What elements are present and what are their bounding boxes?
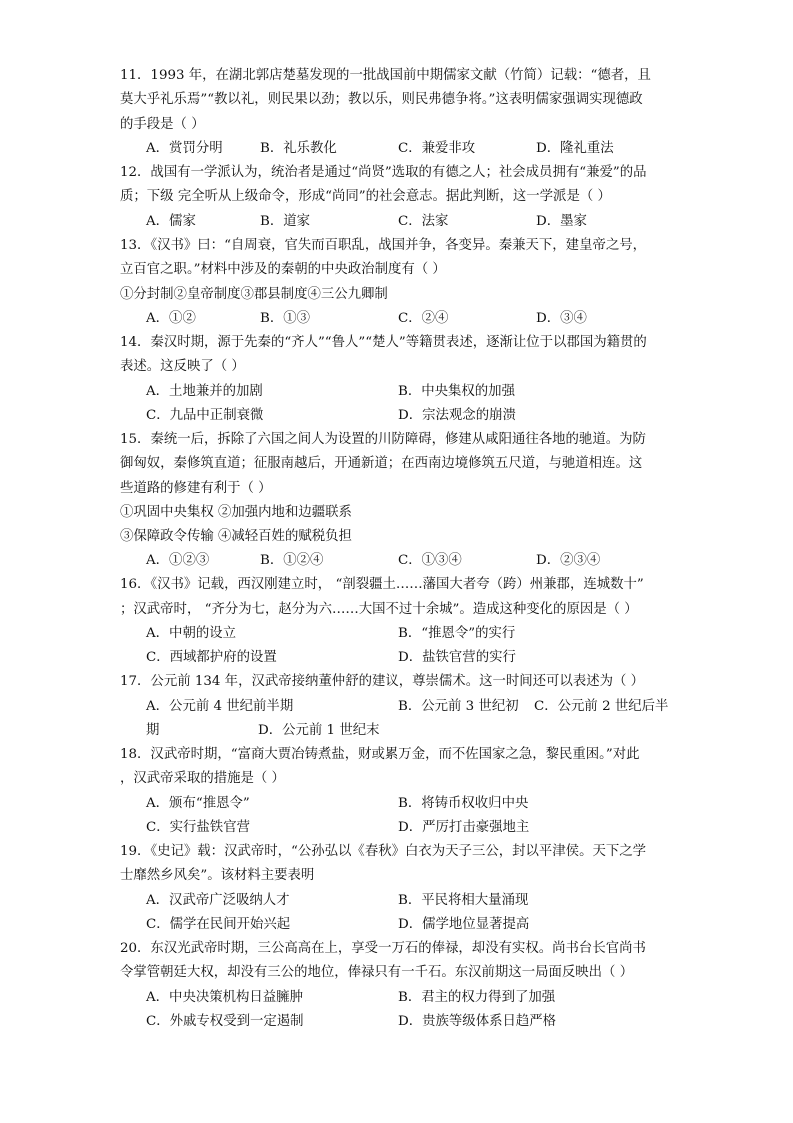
q17-line-1: 17．公元前 134 年，汉武帝接纳董仲舒的建议，尊崇儒术。这一时间还可以表述为（ ）	[120, 674, 645, 689]
q16-option-c[interactable]: C．西域都护府的设置	[146, 650, 277, 665]
q12-line-2: 质；下级 完全听从上级命令，形成“尚同”的社会意志。据此判断，这一学派是（ ）	[120, 189, 611, 204]
q11-line-1: 11．1993 年，在湖北郭店楚墓发现的一批战国前中期儒家文献（竹简）记载：“德者，且	[120, 68, 651, 83]
q17-option-a[interactable]: A．公元前 4 世纪前半期	[146, 699, 294, 714]
q19-option-d[interactable]: D．儒学地位显著提高	[398, 917, 530, 932]
q15-line-1: 15．秦统一后，拆除了六国之间人为设置的川防障碍，修建从咸阳通往各地的驰道。为防	[120, 432, 646, 447]
q19-option-c[interactable]: C．儒学在民间开始兴起	[146, 917, 291, 932]
q14-option-a[interactable]: A．土地兼并的加剧	[146, 384, 263, 399]
q13-line-3: ①分封制②皇帝制度③郡县制度④三公九卿制	[120, 287, 388, 302]
q13-option-b[interactable]: B．①③	[260, 311, 311, 326]
q11-line-2: 莫大乎礼乐焉”“教以礼，则民果以劲；教以乐，则民弗德争将。”这表明儒家强调实现德政	[120, 92, 643, 107]
q17-option-c-wrap: 期	[146, 723, 160, 738]
q11-line-3: 的手段是（ ）	[120, 117, 205, 132]
q19-line-2: 士靡然乡风矣”。该材料主要表明	[120, 868, 315, 883]
q20-option-c[interactable]: C．外戚专权受到一定遏制	[146, 1014, 304, 1029]
q15-option-d[interactable]: D．②③④	[536, 553, 601, 568]
q17-option-b[interactable]: B．公元前 3 世纪初	[398, 699, 519, 714]
q14-option-d[interactable]: D．宗法观念的崩溃	[398, 408, 516, 423]
q11-option-b[interactable]: B．礼乐教化	[260, 141, 337, 156]
q16-option-d[interactable]: D．盐铁官营的实行	[398, 650, 516, 665]
q15-line-4: ①巩固中央集权 ②加强内地和边疆联系	[120, 505, 352, 520]
q12-option-a[interactable]: A．儒家	[146, 214, 196, 229]
q15-option-c[interactable]: C．①③④	[398, 553, 462, 568]
q12-option-c[interactable]: C．法家	[398, 214, 449, 229]
q15-option-b[interactable]: B．①②④	[260, 553, 324, 568]
q11-option-c[interactable]: C．兼爱非攻	[398, 141, 476, 156]
q20-option-a[interactable]: A．中央决策机构日益臃肿	[146, 990, 303, 1005]
q11-option-a[interactable]: A．赏罚分明	[146, 141, 223, 156]
q12-option-d[interactable]: D．墨家	[536, 214, 587, 229]
q20-option-d[interactable]: D．贵族等级体系日趋严格	[398, 1014, 557, 1029]
q19-option-a[interactable]: A．汉武帝广泛吸纳人才	[146, 893, 290, 908]
q18-line-2: ，汉武帝采取的措施是（ ）	[120, 771, 285, 786]
q17-option-c[interactable]: C．公元前 2 世纪后半	[534, 699, 669, 714]
q13-option-c[interactable]: C．②④	[398, 311, 449, 326]
q12-option-b[interactable]: B．道家	[260, 214, 311, 229]
q14-line-1: 14．秦汉时期，源于先秦的“齐人”“鲁人”“楚人”等籍贯表述，逐渐让位于以郡国为籍贯的	[120, 335, 647, 350]
q20-line-1: 20．东汉光武帝时期，三公高高在上，享受一万石的俸禄，却没有实权。尚书台长官尚书	[120, 941, 646, 956]
q18-option-c[interactable]: C．实行盐铁官营	[146, 820, 250, 835]
q20-line-2: 令掌管朝廷大权，却没有三公的地位，俸禄只有一千石。东汉前期这一局面反映出（ ）	[120, 965, 634, 980]
q16-option-b[interactable]: B．“推恩令”的实行	[398, 626, 516, 641]
q15-line-3: 些道路的修建有利于（ ）	[120, 481, 272, 496]
q13-line-1: 13．《汉书》曰：“自周衰，官失而百职乱，战国并争，各变异。秦兼天下，建皇帝之号，	[120, 238, 647, 253]
q16-line-2: ；汉武帝时， “齐分为七，赵分为六……大国不过十余城”。造成这种变化的原因是（ ）	[120, 602, 638, 617]
q11-option-d[interactable]: D．隆礼重法	[536, 141, 614, 156]
q18-option-d[interactable]: D．严厉打击豪强地主	[398, 820, 530, 835]
q18-option-a[interactable]: A．颁布“推恩令”	[146, 796, 250, 811]
q20-option-b[interactable]: B．君主的权力得到了加强	[398, 990, 556, 1005]
q15-line-2: 御匈奴，秦修筑直道；征服南越后，开通新道；在西南边境修筑五尺道，与驰道相连。这	[120, 456, 643, 471]
q14-option-c[interactable]: C．九品中正制衰微	[146, 408, 264, 423]
q13-option-d[interactable]: D．③④	[536, 311, 587, 326]
q19-option-b[interactable]: B．平民将相大量涌现	[398, 893, 529, 908]
q16-line-1: 16．《汉书》记载，西汉刚建立时， “剖裂疆土……藩国大者夸（跨）州兼郡，连城数十”	[120, 577, 644, 592]
q13-option-a[interactable]: A．①②	[146, 311, 196, 326]
q13-line-2: 立百官之职。”材料中涉及的秦朝的中央政治制度有（ ）	[120, 262, 446, 277]
q17-option-d[interactable]: D．公元前 1 世纪末	[258, 723, 380, 738]
q16-option-a[interactable]: A．中朝的设立	[146, 626, 237, 641]
q18-option-b[interactable]: B．将铸币权收归中央	[398, 796, 529, 811]
q15-line-5: ③保障政令传输 ④减轻百姓的赋税负担	[120, 529, 352, 544]
q15-option-a[interactable]: A．①②③	[146, 553, 210, 568]
q12-line-1: 12．战国有一学派认为，统治者是通过“尚贤”选取的有德之人；社会成员拥有“兼爱”的品	[120, 165, 647, 180]
q18-line-1: 18．汉武帝时期，“富商大贾冶铸煮盐，财或累万金，而不佐国家之急，黎民重困。”对此	[120, 747, 640, 762]
q19-line-1: 19．《史记》载：汉武帝时，“公孙弘以《春秋》白衣为天子三公，封以平津侯。天下之学	[120, 844, 647, 859]
q14-option-b[interactable]: B．中央集权的加强	[398, 384, 515, 399]
q14-line-2: 表述。这反映了（ ）	[120, 359, 245, 374]
